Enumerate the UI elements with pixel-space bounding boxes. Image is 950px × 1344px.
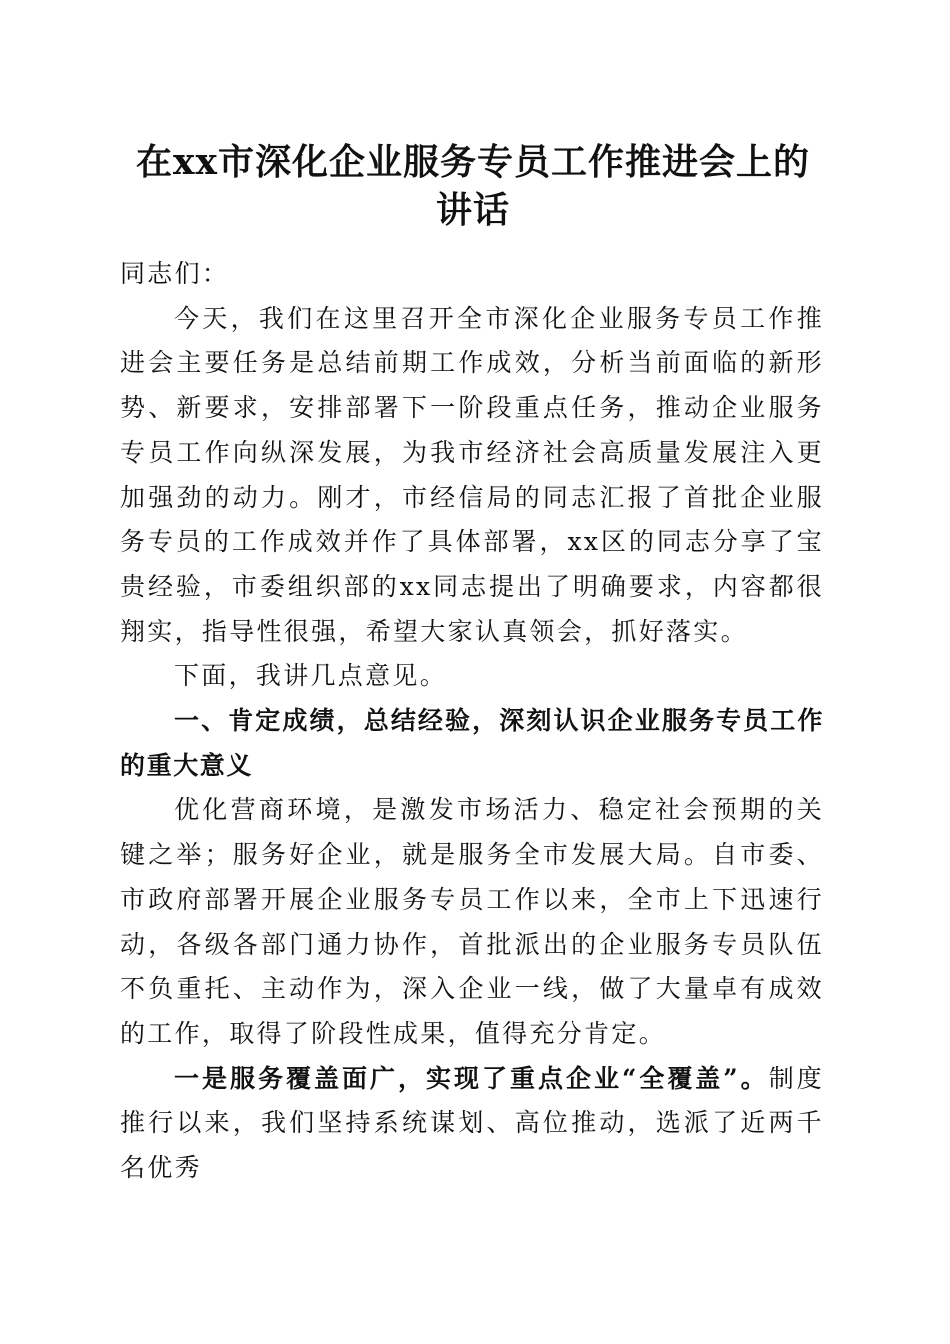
document-body	[120, 252, 824, 1191]
document-title: 在xx市深化企业服务专员工作推进会上的讲话	[136, 141, 810, 231]
point-one-lead: 一是服务覆盖面广，实现了重点企业“全覆盖”。	[174, 1063, 769, 1093]
point-one-text: 制度推行以来，我们坚持系统谋划、高位推动，选派了近两千名优秀	[120, 1063, 824, 1183]
paragraph-achievements: 优化营商环境，是激发市场活力、稳定社会预期的关键之举；服务好企业，就是服务全市发展大局。自市委、市政府部署开展企业服务专员工作以来，全市上下迅速行动，各级各部门通力协作，首批派出的企业服务专员队伍不负重托、主动作为，深入企业一线，做了大量卓有成效的工作，取得了阶段性成果，值得充分肯定。	[120, 795, 824, 1048]
paragraph-opening: 今天，我们在这里召开全市深化企业服务专员工作推进会主要任务是总结前期工作成效，分析当前面临的新形势、新要求，安排部署下一阶段重点任务，推动企业服务专员工作向纵深发展，为我市经济社会高质量发展注入更加强劲的动力。刚才，市经信局的同志汇报了首批企业服务专员的工作成效并作了具体部署，xx区的同志分享了宝贵经验，市委组织部的xx同志提出了明确要求，内容都很翔实，指导性很强，希望大家认真领会，抓好落实。	[120, 303, 824, 646]
salutation: 同志们：	[120, 259, 230, 288]
paragraph-transition: 下面，我讲几点意见。	[174, 661, 448, 691]
paragraph-point-one	[120, 1057, 824, 1191]
section-heading-1: 一、肯定成绩，总结经验，深刻认识企业服务专员工作的重大意义	[120, 706, 824, 780]
